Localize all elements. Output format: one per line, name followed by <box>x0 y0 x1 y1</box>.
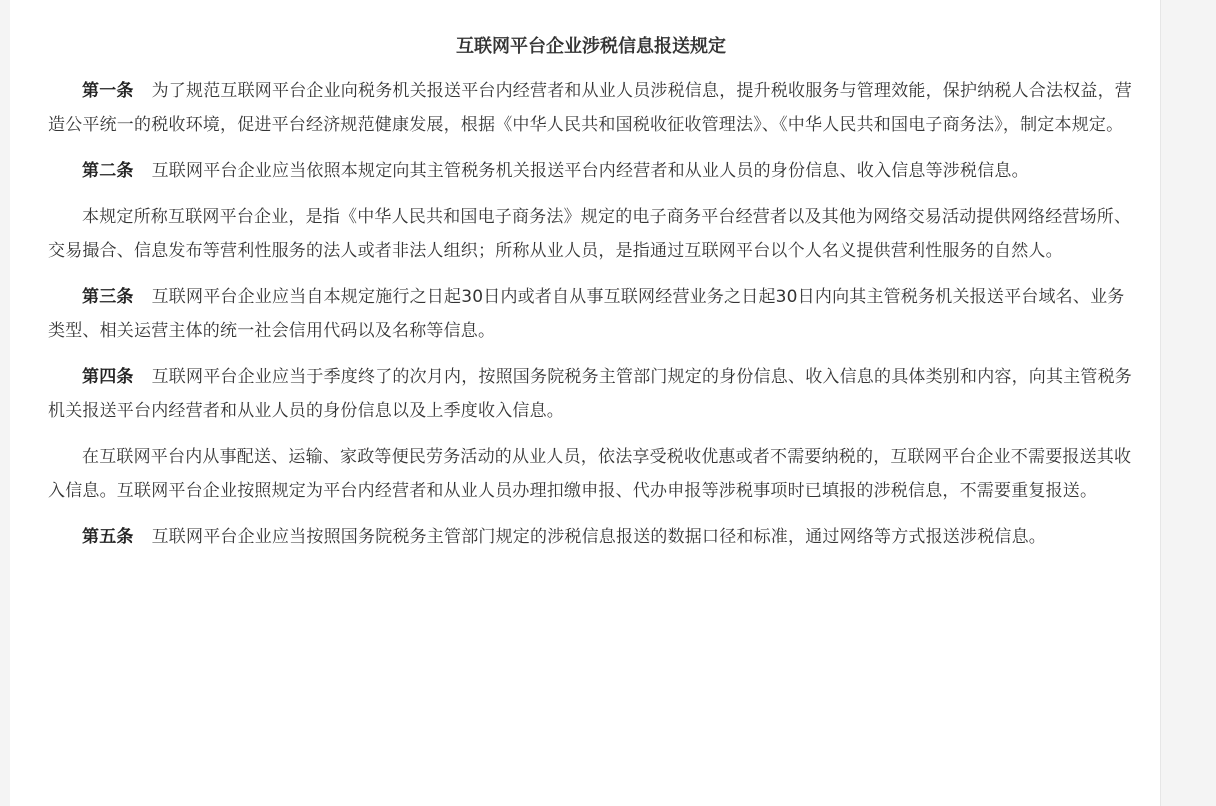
paragraph-article-5 <box>48 520 1134 554</box>
paragraph-text: 互联网平台企业应当自本规定施行之日起30日内或者自从事互联网经营业务之日起30日内向其主管税务机关报送平台域名、业务类型、相关运营主体的统一社会信用代码以及名称等信息。 <box>48 287 1125 341</box>
paragraph-text: 互联网平台企业应当按照国务院税务主管部门规定的涉税信息报送的数据口径和标准，通过网络等方式报送涉税信息。 <box>151 527 1047 547</box>
paragraph-article-1 <box>48 74 1134 142</box>
article-number: 第四条 <box>82 367 134 387</box>
paragraph-text: 为了规范互联网平台企业向税务机关报送平台内经营者和从业人员涉税信息，提升税收服务与管理效能，保护纳税人合法权益，营造公平统一的税收环境，促进平台经济规范健康发展，根据《中华人民共和国税收征收管理法》、《中华人民共和国电子商务法》，制定本规定。 <box>48 81 1133 135</box>
document-panel <box>10 0 1161 806</box>
paragraph-article-3 <box>48 280 1134 348</box>
article-number: 第二条 <box>82 161 134 181</box>
paragraph-article-2-continued <box>48 200 1134 268</box>
paragraph-text: 本规定所称互联网平台企业，是指《中华人民共和国电子商务法》规定的电子商务平台经营者以及其他为网络交易活动提供网络经营场所、交易撮合、信息发布等营利性服务的法人或者非法人组织；所称从业人员，是指通过互联网平台以个人名义提供营利性服务的自然人。 <box>48 207 1132 261</box>
document-content <box>48 36 1134 566</box>
paragraph-article-2 <box>48 154 1134 188</box>
paragraph-text: 互联网平台企业应当依照本规定向其主管税务机关报送平台内经营者和从业人员的身份信息、收入信息等涉税信息。 <box>151 161 1029 181</box>
document-title: 互联网平台企业涉税信息报送规定 <box>456 36 726 57</box>
paragraph-article-4-continued <box>48 440 1134 508</box>
paragraph-text: 在互联网平台内从事配送、运输、家政等便民劳务活动的从业人员，依法享受税收优惠或者不需要纳税的，互联网平台企业不需要报送其收入信息。互联网平台企业按照规定为平台内经营者和从业人员办理扣缴申报、代办申报等涉税事项时已填报的涉税信息，不需要重复报送。 <box>48 447 1132 501</box>
article-number: 第三条 <box>82 287 134 307</box>
article-number: 第五条 <box>82 527 134 547</box>
paragraph-article-4 <box>48 360 1134 428</box>
article-number: 第一条 <box>82 81 134 101</box>
paragraph-text: 互联网平台企业应当于季度终了的次月内，按照国务院税务主管部门规定的身份信息、收入信息的具体类别和内容，向其主管税务机关报送平台内经营者和从业人员的身份信息以及上季度收入信息。 <box>48 367 1133 421</box>
